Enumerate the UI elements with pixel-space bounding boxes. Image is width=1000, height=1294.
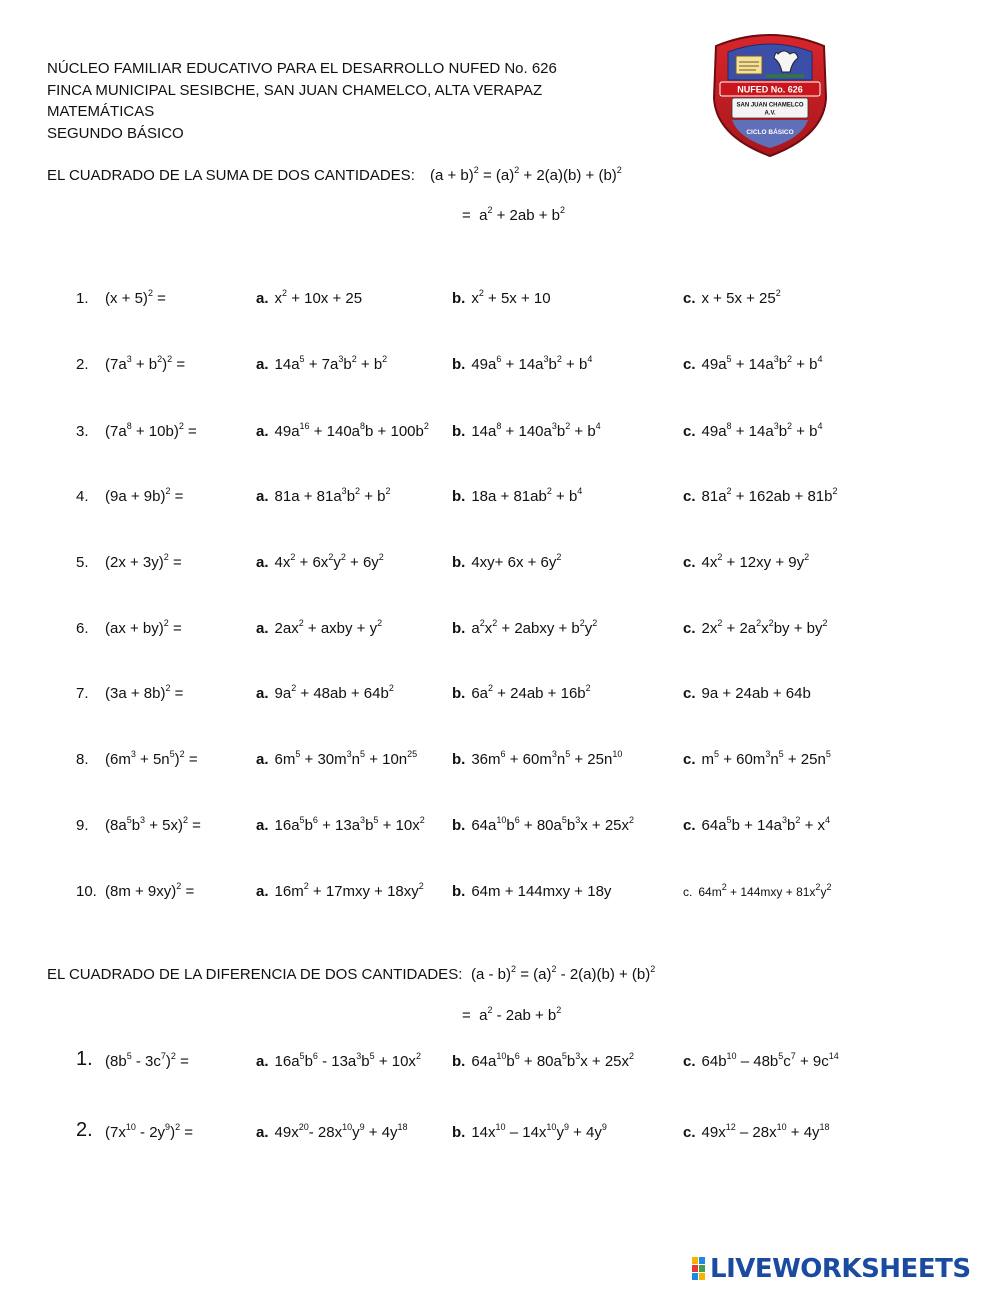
- answer-option-c[interactable]: [683, 423, 823, 440]
- option-letter: c.: [683, 1124, 696, 1141]
- question-expression: $(8b^5 - 3c^7)^2$ =: [105, 1051, 189, 1070]
- answer-option-a[interactable]: [256, 488, 391, 505]
- option-letter: a.: [256, 1124, 269, 1141]
- section-diff-heading: [47, 966, 462, 983]
- option-text: $81a + 81a^3b^2 + b^2$: [274, 486, 391, 505]
- option-text: $49a^8 + 14a^3b^2 + b^4$: [701, 421, 823, 440]
- answer-option-a[interactable]: [256, 883, 424, 900]
- answer-option-b[interactable]: [452, 883, 611, 900]
- answer-option-c[interactable]: [683, 1053, 839, 1070]
- question-number: 5.: [76, 554, 89, 571]
- option-text: $49a^5 + 14a^3b^2 + b^4$: [701, 354, 823, 373]
- answer-option-b[interactable]: [452, 751, 622, 768]
- option-text: $16a^5b^6 + 13a^3b^5 + 10x^2$: [274, 815, 425, 834]
- svg-text:SAN JUAN CHAMELCO: SAN JUAN CHAMELCO: [736, 102, 804, 109]
- question-number: 4.: [76, 488, 89, 505]
- option-text: $4xy+ 6x + 6y^2$: [471, 552, 562, 571]
- option-text: $9a^2 + 48ab + 64b^2$: [274, 683, 394, 702]
- option-letter: a.: [256, 290, 269, 307]
- option-letter: c.: [683, 620, 696, 637]
- question-expression: $(7a^8 + 10b)^2$ =: [105, 421, 197, 440]
- option-text: $x + 5x + 25^2$: [701, 288, 781, 307]
- question-expression: $(8m + 9xy)^2$ =: [105, 881, 195, 900]
- answer-option-b[interactable]: [452, 1124, 607, 1141]
- option-letter: a.: [256, 488, 269, 505]
- option-letter: b.: [452, 751, 466, 768]
- option-text: $x^2 + 10x + 25$: [274, 288, 363, 307]
- question-expression: $(x + 5)^2$ =: [105, 288, 166, 307]
- answer-option-c[interactable]: [683, 620, 827, 637]
- option-letter: c.: [683, 488, 696, 505]
- question-number: 8.: [76, 751, 89, 768]
- answer-option-b[interactable]: [452, 817, 634, 834]
- option-letter: c.: [683, 885, 693, 899]
- option-letter: b.: [452, 883, 466, 900]
- section-diff-formula: $(a - b)^2 = (a)^2 - 2(a)(b) + (b)^2$: [471, 964, 656, 983]
- option-text: $a^2x^2$ + 2abxy + $b^2y^2$: [471, 618, 598, 637]
- option-letter: c.: [683, 423, 696, 440]
- answer-option-c[interactable]: [683, 685, 811, 702]
- answer-option-c[interactable]: [683, 751, 831, 768]
- question-row: [0, 554, 1000, 578]
- option-text: $4x^2 + 12xy + 9y^2$: [701, 552, 810, 571]
- option-letter: a.: [256, 685, 269, 702]
- option-letter: c.: [683, 290, 696, 307]
- answer-option-b[interactable]: [452, 488, 582, 505]
- school-header: [47, 58, 557, 144]
- option-letter: b.: [452, 423, 466, 440]
- school-crest-logo: [706, 28, 834, 158]
- option-text: $64a^5b + 14a^3b^2 + x^4$: [701, 815, 831, 834]
- question-number: 7.: [76, 685, 89, 702]
- answer-option-a[interactable]: [256, 423, 429, 440]
- option-text: $64a^{10}b^6 + 80a^5b^3x + 25x^2$: [471, 1051, 635, 1070]
- section-diff-result: = $a^2 - 2ab + b^2$: [462, 1005, 562, 1024]
- option-text: $6m^5 + 30m^3n^5 + 10n^{25}$: [274, 749, 418, 768]
- option-text: $14a^5 + 7a^3b^2 + b^2$: [274, 354, 388, 373]
- option-letter: b.: [452, 488, 466, 505]
- option-letter: a.: [256, 356, 269, 373]
- option-letter: a.: [256, 1053, 269, 1070]
- option-text: $x^2 + 5x + 10$: [471, 288, 551, 307]
- option-text: $49a^6 + 14a^3b^2 + b^4$: [471, 354, 593, 373]
- answer-option-b[interactable]: [452, 356, 592, 373]
- question-expression: $(2x + 3y)^2$ =: [105, 552, 182, 571]
- question-row: [0, 423, 1000, 447]
- question-number: 10.: [76, 883, 97, 900]
- answer-option-a[interactable]: [256, 620, 382, 637]
- answer-option-a[interactable]: [256, 356, 387, 373]
- answer-option-a[interactable]: [256, 1124, 408, 1141]
- question-row: [0, 817, 1000, 841]
- option-text: $49a^{16} + 140a^8b + 100b^2$: [274, 421, 429, 440]
- answer-option-a[interactable]: [256, 290, 362, 307]
- option-letter: b.: [452, 685, 466, 702]
- answer-option-b[interactable]: [452, 620, 597, 637]
- option-text: $64a^{10}b^6 + 80a^5b^3x + 25x^2$: [471, 815, 635, 834]
- answer-option-a[interactable]: [256, 751, 417, 768]
- option-letter: c.: [683, 817, 696, 834]
- option-letter: c.: [683, 685, 696, 702]
- question-row: [0, 356, 1000, 380]
- option-letter: c.: [683, 1053, 696, 1070]
- header-line-location: FINCA MUNICIPAL SESIBCHE, SAN JUAN CHAMELCO, ALTA VERAPAZ: [47, 81, 543, 99]
- question-row: [0, 751, 1000, 775]
- answer-option-c[interactable]: [683, 488, 838, 505]
- option-text: 64m + 144mxy + 18y: [471, 883, 612, 900]
- question-expression: $(9a + 9b)^2$ =: [105, 486, 184, 505]
- question-expression: $(3a + 8b)^2$ =: [105, 683, 184, 702]
- question-number: 1.: [76, 290, 89, 307]
- option-text: $64b^{10} - 48b^5c^7 + 9c^{14}$: [701, 1051, 839, 1070]
- option-letter: a.: [256, 423, 269, 440]
- option-text: $m^5 + 60m^3n^5 + 25n^5$: [701, 749, 831, 768]
- answer-option-b[interactable]: [452, 554, 561, 571]
- answer-option-c[interactable]: [683, 356, 823, 373]
- option-text: $2x^2 + 2a^2x^2by + by^2$: [701, 618, 828, 637]
- option-text: $36m^6 + 60m^3n^5 + 25n^{10}$: [471, 749, 623, 768]
- option-text: $16m^2 + 17mxy + 18xy^2$: [274, 881, 424, 900]
- liveworksheets-blocks-icon: [692, 1257, 706, 1281]
- option-letter: c.: [683, 356, 696, 373]
- section-diff-title: EL CUADRADO DE LA DIFERENCIA DE DOS CANTIDADES:: [47, 966, 463, 983]
- option-letter: a.: [256, 620, 269, 637]
- option-letter: b.: [452, 1124, 466, 1141]
- question-row: [0, 290, 1000, 314]
- answer-option-b[interactable]: [452, 1053, 634, 1070]
- section-sum-result: = $a^2 + 2ab + b^2$: [462, 205, 566, 224]
- option-letter: b.: [452, 554, 466, 571]
- question-row: [0, 488, 1000, 512]
- liveworksheets-logo: [692, 1254, 971, 1284]
- question-number: 6.: [76, 620, 89, 637]
- option-text: $4x^2 + 6x^2y^2 + 6y^2$: [274, 552, 384, 571]
- answer-option-a[interactable]: [256, 817, 425, 834]
- question-expression: $(6m^3 + 5n^5)^2$ =: [105, 749, 198, 768]
- option-text: $14x^{10} - 14x^{10}y^9 + 4y^9$: [471, 1122, 607, 1141]
- question-number: 9.: [76, 817, 89, 834]
- question-row: [0, 1119, 1000, 1148]
- option-text: $64m^2 + 144mxy + 81x^2y^2$: [698, 882, 832, 899]
- crest-title-text: NUFED No. 626: [737, 84, 803, 95]
- answer-option-b[interactable]: [452, 423, 601, 440]
- question-number: 2.: [76, 1119, 93, 1141]
- question-row: [0, 685, 1000, 709]
- option-letter: c.: [683, 751, 696, 768]
- question-expression: $(8a^5b^3 + 5x)^2$ =: [105, 815, 201, 834]
- option-text: $81a^2 + 162ab + 81b^2$: [701, 486, 838, 505]
- question-expression: $(7a^3 + b^2)^2$ =: [105, 354, 186, 373]
- question-number: 2.: [76, 356, 89, 373]
- section-sum-title: EL CUADRADO DE LA SUMA DE DOS CANTIDADES:: [47, 167, 415, 184]
- option-text: $14a^8 + 140a^3b^2 + b^4$: [471, 421, 601, 440]
- answer-option-c[interactable]: [683, 817, 830, 834]
- option-letter: b.: [452, 290, 466, 307]
- answer-option-c[interactable]: [683, 883, 831, 900]
- liveworksheets-brand: LIVEWORKSHEETS: [710, 1254, 971, 1284]
- question-number: 1.: [76, 1048, 93, 1070]
- header-line-grade: SEGUNDO BÁSICO: [47, 124, 184, 142]
- option-letter: b.: [452, 1053, 466, 1070]
- section-sum-heading: [47, 167, 415, 184]
- question-row: [0, 620, 1000, 644]
- option-letter: c.: [683, 554, 696, 571]
- header-line-institution: NÚCLEO FAMILIAR EDUCATIVO PARA EL DESARROLLO NUFED No. 626: [47, 60, 557, 77]
- option-letter: a.: [256, 751, 269, 768]
- question-expression: (ax + by)$^2$ =: [105, 618, 182, 637]
- crest-cycle-text: CICLO BÁSICO: [746, 129, 794, 136]
- option-text: $49x^{20}-$ $28x^{10}y^9 + 4y^{18}$: [274, 1122, 408, 1141]
- option-letter: b.: [452, 356, 466, 373]
- section-sum-formula: $(a + b)^2 = (a)^2 + 2(a)(b) + (b)^2$: [430, 165, 622, 184]
- svg-text:A.V.: A.V.: [764, 110, 776, 117]
- option-letter: a.: [256, 817, 269, 834]
- option-text: $18a + 81ab^2 + b^4$: [471, 486, 583, 505]
- answer-option-b[interactable]: [452, 685, 591, 702]
- answer-option-a[interactable]: [256, 554, 384, 571]
- option-letter: a.: [256, 883, 269, 900]
- option-text: $49x^{12} - 28x^{10} + 4y^{18}$: [701, 1122, 830, 1141]
- answer-option-c[interactable]: [683, 1124, 830, 1141]
- header-line-subject: MATEMÁTICAS: [47, 103, 155, 120]
- answer-option-c[interactable]: [683, 290, 781, 307]
- answer-option-a[interactable]: [256, 1053, 421, 1070]
- option-letter: a.: [256, 554, 269, 571]
- answer-option-b[interactable]: [452, 290, 551, 307]
- option-letter: b.: [452, 620, 466, 637]
- answer-option-c[interactable]: [683, 554, 809, 571]
- option-text: $6a^2 + 24ab + 16b^2$: [471, 683, 591, 702]
- option-letter: b.: [452, 817, 466, 834]
- option-text: $16a^5b^6 - 13a^3b^5 + 10x^2$: [274, 1051, 421, 1070]
- option-text: $2ax^2$ + axby + $y^2$: [274, 618, 383, 637]
- option-text: 9a + 24ab + 64b: [701, 685, 811, 702]
- question-row: [0, 1048, 1000, 1077]
- question-number: 3.: [76, 423, 89, 440]
- answer-option-a[interactable]: [256, 685, 394, 702]
- question-expression: $(7x^{10} - 2y^9)^2$ =: [105, 1122, 194, 1141]
- question-row: [0, 883, 1000, 907]
